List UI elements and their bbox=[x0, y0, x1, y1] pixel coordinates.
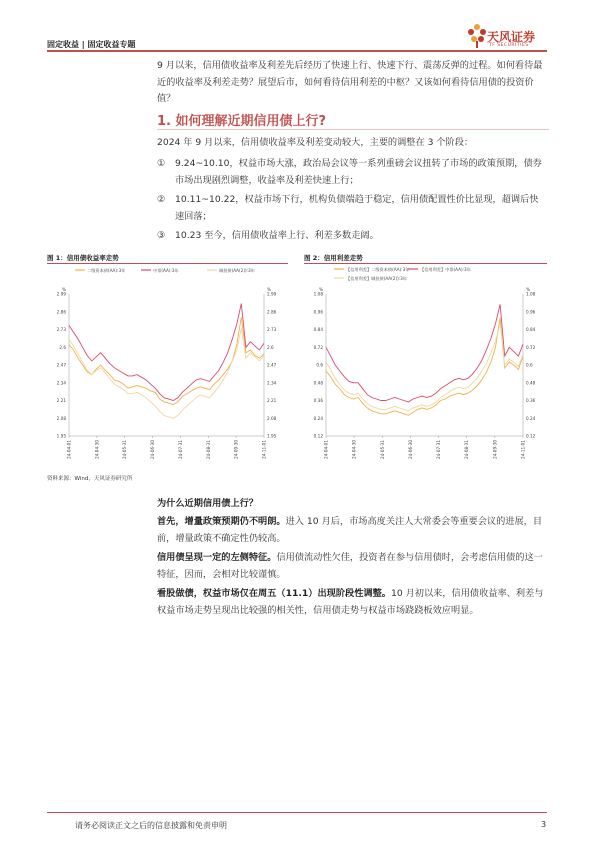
y-unit-right: % bbox=[267, 287, 271, 292]
y-tick-label-left: 2.47 bbox=[56, 362, 66, 368]
reason-paragraph bbox=[157, 550, 549, 583]
question-heading: 为什么近期信用债上行？ bbox=[157, 498, 259, 509]
y-tick-label-right: 2.34 bbox=[267, 380, 277, 386]
y-tick-label-left: 2.08 bbox=[56, 415, 66, 421]
reason-text: 信用债流动性欠佳，投资者在参与信用债时，会考虑信用债的这一特征，因而，会相对比较谨慎。 bbox=[157, 552, 543, 580]
stage-item bbox=[157, 156, 549, 189]
y-unit-left: % bbox=[62, 287, 66, 292]
section-heading: 1. 如何理解近期信用债上行? bbox=[157, 114, 327, 129]
y-tick-label-right: 1.95 bbox=[267, 433, 277, 439]
series-line bbox=[326, 318, 523, 416]
stage-number: ② bbox=[157, 194, 166, 205]
reason-text: 10 月初以来，信用债收益率、利差与权益市场走势呈现出比较强的相关性，信用债走势与权益市场跷跷板效应明显。 bbox=[157, 588, 544, 616]
stage-text: 9.24~10.10，权益市场大涨，政治局会议等一系列重磅会议扭转了市场的政策预期，债券市场出现剧烈调整，收益率及利差快速上行； bbox=[175, 158, 542, 186]
x-tick-label: 24-09-30 bbox=[492, 440, 498, 460]
y-tick-label-left: 0.36 bbox=[313, 398, 323, 403]
figure-1-chart bbox=[47, 264, 288, 469]
y-tick-label-right: 2.47 bbox=[267, 362, 277, 368]
reason-paragraph bbox=[157, 514, 549, 547]
y-tick-label-right: 2.21 bbox=[267, 398, 277, 403]
footer-divider bbox=[47, 812, 547, 813]
disclaimer-link[interactable]: 请务必阅读正文之后的信息披露和免责申明 bbox=[75, 821, 227, 830]
y-tick-label-left: 0.12 bbox=[313, 433, 323, 439]
y-tick-label-right: 0.36 bbox=[526, 398, 536, 403]
y-tick-label-right: 2.99 bbox=[267, 291, 277, 297]
x-tick-label: 24-05-31 bbox=[379, 440, 385, 460]
y-tick-label-left: 1.08 bbox=[313, 291, 323, 297]
y-tick-label-left: 2.86 bbox=[56, 309, 66, 315]
x-tick-label: 24-08-31 bbox=[464, 440, 470, 460]
legend-label: 中票(AA):3年 bbox=[153, 268, 179, 273]
y-tick-label-left: 2.6 bbox=[59, 344, 66, 350]
x-tick-label: 24-09-30 bbox=[233, 440, 239, 460]
y-tick-label-right: 0.72 bbox=[526, 344, 536, 350]
stage-item bbox=[157, 192, 549, 225]
y-tick-label-left: 0.84 bbox=[313, 327, 323, 332]
y-tick-label-right: 0.12 bbox=[526, 433, 536, 439]
y-tick-label-right: 0.84 bbox=[526, 327, 536, 332]
logo-flower-icon bbox=[466, 22, 488, 48]
x-tick-label: 24-04-01 bbox=[323, 440, 329, 460]
legend-label: 二级资本债(AA):3年 bbox=[87, 268, 126, 273]
legend-label: 城投债(AA(2)):3年 bbox=[219, 268, 255, 273]
x-tick-label: 24-04-30 bbox=[351, 440, 357, 460]
y-tick-label-right: 2.08 bbox=[267, 415, 277, 421]
y-tick-label-right: 2.73 bbox=[267, 327, 277, 332]
x-tick-label: 24-04-01 bbox=[66, 440, 72, 460]
x-tick-label: 24-06-30 bbox=[407, 440, 413, 460]
figure-1-source: 资料来源：Wind，天风证券研究所 bbox=[47, 476, 133, 482]
y-tick-label-right: 2.6 bbox=[267, 344, 274, 350]
y-tick-label-left: 0.24 bbox=[313, 415, 323, 421]
series-line bbox=[69, 328, 264, 418]
legend-label: 【信用利差】城投债(AA(2)):3年 bbox=[346, 276, 407, 281]
y-tick-label-left: 2.99 bbox=[56, 291, 66, 297]
legend-label: 【信用利差】二级资本债(AA):3年 bbox=[346, 267, 410, 272]
stage-list bbox=[157, 156, 549, 245]
stage-item bbox=[157, 228, 549, 245]
x-tick-label: 24-11-01 bbox=[520, 440, 526, 460]
y-tick-label-left: 2.73 bbox=[56, 327, 66, 332]
report-category: 固定收益 | 固定收益专题 bbox=[47, 40, 136, 49]
y-tick-label-right: 1.08 bbox=[526, 291, 536, 297]
y-unit-right: % bbox=[526, 287, 530, 292]
legend-label: 【信用利差】中票(AA):3年 bbox=[420, 267, 471, 272]
y-tick-label-left: 1.95 bbox=[56, 433, 66, 439]
x-tick-label: 24-06-30 bbox=[150, 440, 156, 460]
header-divider bbox=[47, 50, 547, 52]
stage-text: 10.11~10.22，权益市场下行，机构负债端趋于稳定，信用债配置性价比显现，超调后快速回落； bbox=[175, 194, 539, 222]
y-tick-label-left: 0.48 bbox=[313, 380, 323, 386]
logo-subtitle: TF SECURITIES bbox=[489, 43, 529, 48]
reason-lead: 看股做债，权益市场仅在周五（11.1）出现阶段性调整。 bbox=[157, 588, 391, 599]
y-tick-label-right: 0.48 bbox=[526, 380, 536, 386]
intro-paragraph: 9 月以来，信用债收益率及利差先后经历了快速上行、快速下行、震荡反弹的过程。如何看待最近的收益率及利差走势？展望后市，如何看待信用利差的中枢？又该如何看待信用债的投资价值？ bbox=[157, 60, 543, 104]
series-line bbox=[326, 324, 523, 411]
stage-number: ③ bbox=[157, 230, 166, 241]
x-tick-label: 24-04-30 bbox=[94, 440, 100, 460]
y-tick-label-left: 0.6 bbox=[316, 362, 323, 368]
y-tick-label-right: 2.86 bbox=[267, 309, 277, 315]
reason-paragraph bbox=[157, 586, 549, 619]
y-tick-label-left: 2.21 bbox=[56, 398, 66, 403]
x-tick-label: 24-08-31 bbox=[205, 440, 211, 460]
reason-lead: 首先，增量政策预期仍不明朗。 bbox=[157, 516, 286, 527]
logo-name: 天风证券 bbox=[487, 30, 536, 44]
x-tick-label: 24-07-31 bbox=[177, 440, 183, 460]
x-tick-label: 24-11-01 bbox=[261, 440, 267, 460]
reason-lead: 信用债呈现一定的左侧特征。 bbox=[157, 552, 277, 563]
y-tick-label-left: 2.34 bbox=[56, 380, 66, 386]
y-tick-label-right: 0.24 bbox=[526, 415, 536, 421]
reason-text: 进入 10 月后，市场高度关注人大常委会等重要会议的进展，目前，增量政策不确定性仍较高。 bbox=[157, 516, 543, 544]
x-tick-label: 24-05-31 bbox=[122, 440, 128, 460]
y-tick-label-left: 0.72 bbox=[313, 344, 323, 350]
section-divider bbox=[157, 129, 549, 130]
y-tick-label-right: 0.96 bbox=[526, 309, 536, 315]
y-unit-left: % bbox=[319, 287, 323, 292]
x-tick-label: 24-07-31 bbox=[436, 440, 442, 460]
figure-2-title: 图 2：信用利差走势 bbox=[304, 254, 363, 262]
y-tick-label-right: 0.6 bbox=[526, 362, 533, 368]
stage-text: 10.23 至今，信用债收益率上行、利差多数走阔。 bbox=[175, 230, 379, 241]
y-tick-label-left: 0.96 bbox=[313, 309, 323, 315]
page-number: 3 bbox=[541, 820, 547, 829]
figure-1-title: 图 1：信用债收益率走势 bbox=[47, 254, 119, 262]
section-lead: 2024 年 9 月以来，信用债收益率及利差变动较大，主要的调整在 3 个阶段： bbox=[157, 137, 474, 148]
figure-2-chart bbox=[304, 264, 547, 469]
stage-number: ① bbox=[157, 158, 166, 169]
